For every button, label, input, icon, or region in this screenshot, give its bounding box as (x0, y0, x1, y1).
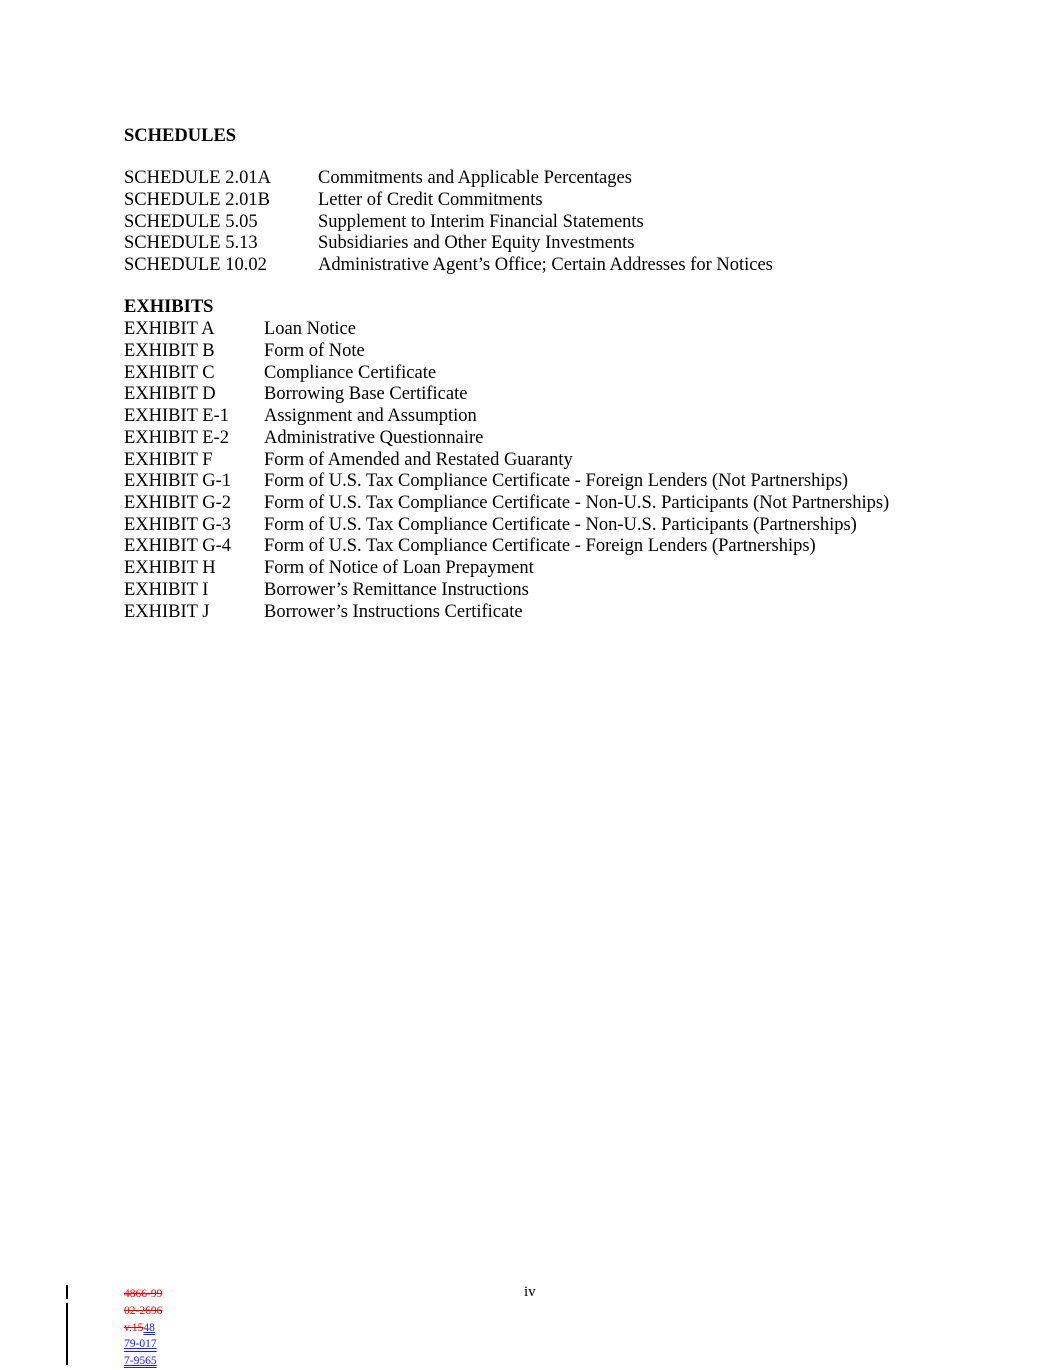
document-id-footer (124, 1286, 162, 1370)
exhibit-description: Form of Notice of Loan Prepayment (264, 558, 534, 578)
exhibit-code: EXHIBIT J (124, 602, 210, 622)
exhibit-code: EXHIBIT G-3 (124, 515, 232, 535)
exhibit-description: Administrative Questionnaire (264, 428, 484, 448)
schedule-code: SCHEDULE 5.13 (124, 233, 258, 253)
schedule-description: Letter of Credit Commitments (318, 190, 543, 210)
inserted-doc-id: 7-9565 (124, 1355, 157, 1368)
exhibit-row (124, 601, 523, 623)
exhibit-description: Assignment and Assumption (264, 406, 477, 426)
schedule-row (124, 189, 543, 211)
schedule-code: SCHEDULE 2.01B (124, 190, 270, 210)
exhibit-description: Form of U.S. Tax Compliance Certificate - Foreign Lenders (Not Partnerships) (264, 471, 849, 491)
exhibit-code: EXHIBIT G-2 (124, 493, 232, 513)
inserted-doc-id: 79-017 (124, 1338, 157, 1351)
exhibit-description: Borrower’s Instructions Certificate (264, 602, 523, 622)
exhibit-description: Compliance Certificate (264, 363, 437, 383)
exhibit-code: EXHIBIT D (124, 384, 216, 404)
exhibit-row (124, 318, 356, 340)
schedule-description: Subsidiaries and Other Equity Investments (318, 233, 635, 253)
exhibit-code: EXHIBIT A (124, 319, 215, 339)
exhibit-description: Form of U.S. Tax Compliance Certificate - Non-U.S. Participants (Not Partnerships) (264, 493, 890, 513)
exhibit-description: Borrower’s Remittance Instructions (264, 580, 529, 600)
exhibit-description: Form of U.S. Tax Compliance Certificate - Non-U.S. Participants (Partnerships) (264, 515, 857, 535)
exhibit-description: Form of Note (264, 341, 365, 361)
exhibit-row (124, 557, 534, 579)
exhibits-heading: EXHIBITS (124, 297, 214, 317)
exhibit-row (124, 427, 484, 449)
exhibit-description: Borrowing Base Certificate (264, 384, 468, 404)
exhibit-row (124, 340, 365, 362)
exhibit-row (124, 383, 468, 405)
exhibit-row (124, 470, 849, 492)
exhibit-code: EXHIBIT F (124, 450, 213, 470)
exhibit-description: Loan Notice (264, 319, 356, 339)
deleted-doc-id: 4866-99 (124, 1288, 163, 1300)
schedule-code: SCHEDULE 2.01A (124, 168, 271, 188)
schedule-row (124, 167, 632, 189)
schedule-description: Administrative Agent’s Office; Certain Addresses for Notices (318, 255, 773, 275)
inserted-version: 48 (143, 1321, 155, 1334)
schedule-row (124, 211, 644, 233)
schedule-code: SCHEDULE 10.02 (124, 255, 267, 275)
schedules-heading: SCHEDULES (124, 126, 237, 146)
exhibit-row (124, 362, 437, 384)
deleted-doc-id: 02-2696 (124, 1304, 163, 1317)
exhibit-row (124, 535, 816, 557)
change-bar (66, 1303, 68, 1365)
exhibit-code: EXHIBIT B (124, 341, 215, 361)
exhibit-row (124, 514, 857, 536)
exhibit-description: Form of U.S. Tax Compliance Certificate - Foreign Lenders (Partnerships) (264, 536, 816, 556)
deleted-version: v.15 (124, 1321, 144, 1334)
exhibit-code: EXHIBIT G-1 (124, 471, 232, 491)
exhibit-code: EXHIBIT I (124, 580, 209, 600)
schedule-row (124, 232, 635, 254)
schedule-description: Commitments and Applicable Percentages (318, 168, 632, 188)
page-number: iv (524, 1284, 536, 1300)
exhibit-row (124, 579, 529, 601)
schedule-row (124, 254, 773, 276)
exhibit-row (124, 405, 477, 427)
exhibit-row (124, 492, 890, 514)
exhibit-code: EXHIBIT H (124, 558, 216, 578)
exhibit-code: EXHIBIT E-2 (124, 428, 229, 448)
change-bar (66, 1285, 68, 1299)
exhibit-code: EXHIBIT C (124, 363, 215, 383)
exhibit-code: EXHIBIT G-4 (124, 536, 232, 556)
schedule-description: Supplement to Interim Financial Statements (318, 212, 644, 232)
exhibit-code: EXHIBIT E-1 (124, 406, 229, 426)
schedule-code: SCHEDULE 5.05 (124, 212, 258, 232)
exhibit-row (124, 449, 573, 471)
exhibit-description: Form of Amended and Restated Guaranty (264, 450, 573, 470)
